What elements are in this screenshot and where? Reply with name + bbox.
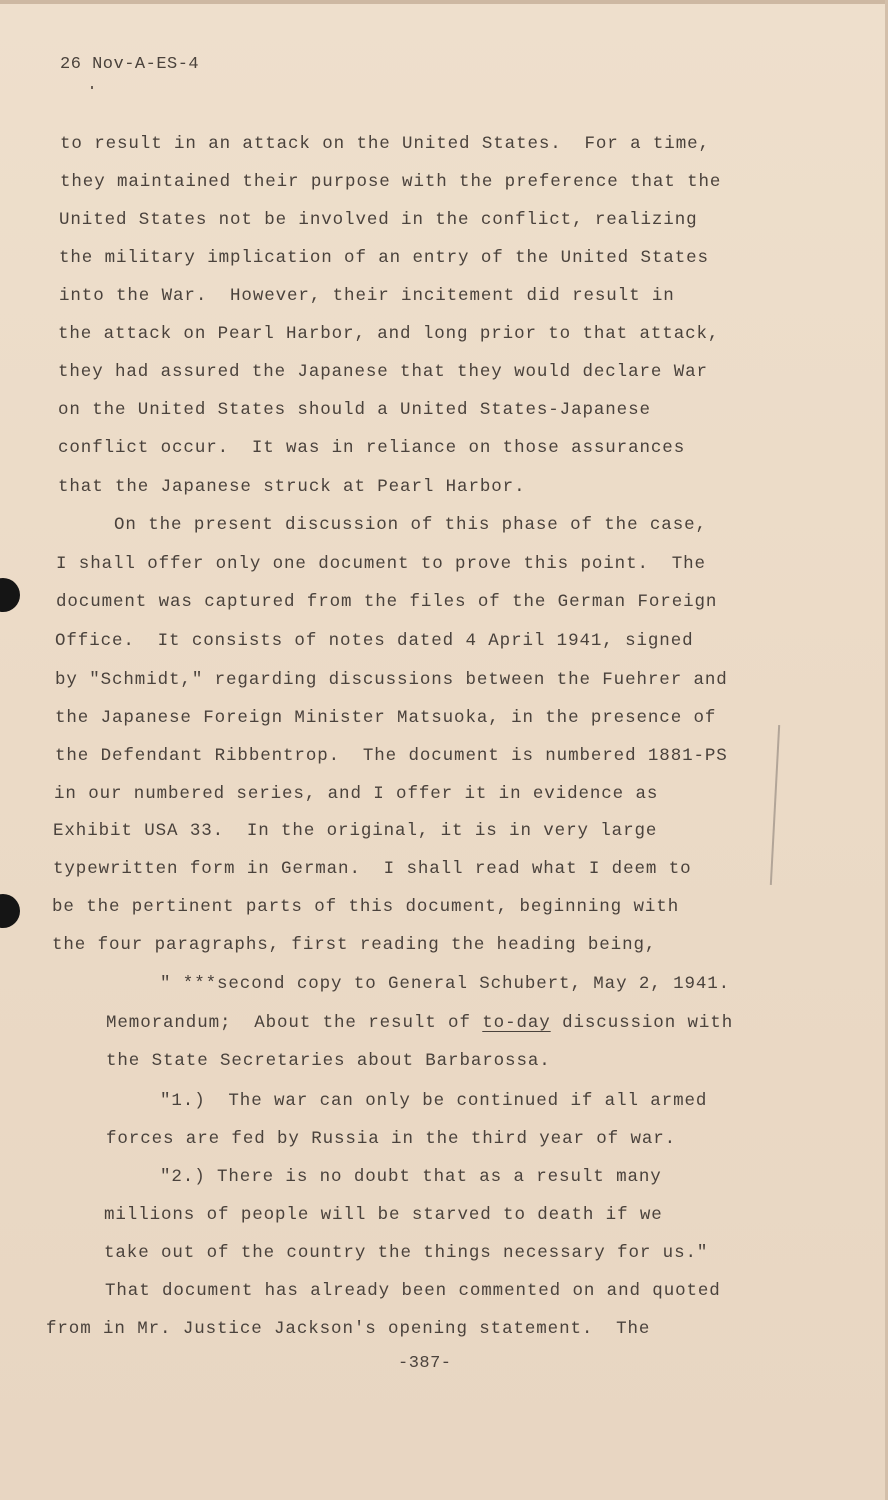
body-line: United States not be involved in the conflict, realizing: [59, 210, 698, 230]
quote-line: take out of the country the things necessary for us.": [104, 1243, 709, 1263]
margin-pencil-mark: [770, 725, 780, 885]
quote-line: [106, 1012, 733, 1034]
body-line: into the War. However, their incitement did result in: [59, 286, 675, 306]
body-line: by "Schmidt," regarding discussions between the Fuehrer and: [55, 670, 728, 690]
punch-hole-top: [0, 578, 20, 612]
body-line: they had assured the Japanese that they would declare War: [58, 362, 708, 382]
body-line: the Japanese Foreign Minister Matsuoka, in the presence of: [55, 708, 717, 728]
body-line: from in Mr. Justice Jackson's opening statement. The: [46, 1319, 651, 1339]
body-line: Office. It consists of notes dated 4 April 1941, signed: [55, 631, 694, 651]
quote-line: "2.) There is no doubt that as a result many: [160, 1167, 662, 1187]
document-reference: 26 Nov-A-ES-4: [60, 55, 200, 74]
body-line: conflict occur. It was in reliance on those assurances: [58, 438, 686, 458]
page-top-edge: [0, 0, 888, 4]
body-line: the military implication of an entry of the United States: [59, 248, 709, 268]
body-line: typewritten form in German. I shall read what I deem to: [53, 859, 692, 879]
body-line: the attack on Pearl Harbor, and long prior to that attack,: [58, 324, 720, 344]
quote-text: discussion with: [550, 1013, 734, 1033]
body-line: be the pertinent parts of this document, beginning with: [52, 897, 680, 917]
body-line: document was captured from the files of the German Foreign: [56, 592, 718, 612]
body-line: On the present discussion of this phase of the case,: [57, 515, 707, 535]
quote-line: "1.) The war can only be continued if all armed: [160, 1091, 708, 1111]
quote-line: " ***second copy to General Schubert, May 2, 1941.: [160, 974, 731, 994]
underlined-word: to-day: [482, 1013, 551, 1033]
ink-speck: [91, 86, 93, 89]
body-line: the Defendant Ribbentrop. The document is numbered 1881-PS: [55, 746, 728, 766]
body-line: to result in an attack on the United States. For a time,: [60, 134, 710, 154]
punch-hole-bottom: [0, 894, 20, 928]
quote-line: forces are fed by Russia in the third year of war.: [106, 1129, 677, 1149]
body-line: in our numbered series, and I offer it in evidence as: [54, 784, 659, 804]
body-line: that the Japanese struck at Pearl Harbor.: [58, 477, 526, 497]
body-line: I shall offer only one document to prove this point. The: [56, 554, 706, 574]
page-number: -387-: [398, 1354, 452, 1373]
body-line: they maintained their purpose with the preference that the: [60, 172, 722, 192]
quote-line: millions of people will be starved to death if we: [104, 1205, 663, 1225]
body-line: the four paragraphs, first reading the heading being,: [52, 935, 657, 955]
body-line: Exhibit USA 33. In the original, it is in very large: [53, 821, 658, 841]
body-line: on the United States should a United States-Japanese: [58, 400, 651, 420]
quote-line: the State Secretaries about Barbarossa.: [106, 1051, 551, 1071]
body-line: That document has already been commented on and quoted: [48, 1281, 721, 1301]
quote-text: Memorandum; About the result of: [106, 1013, 483, 1033]
